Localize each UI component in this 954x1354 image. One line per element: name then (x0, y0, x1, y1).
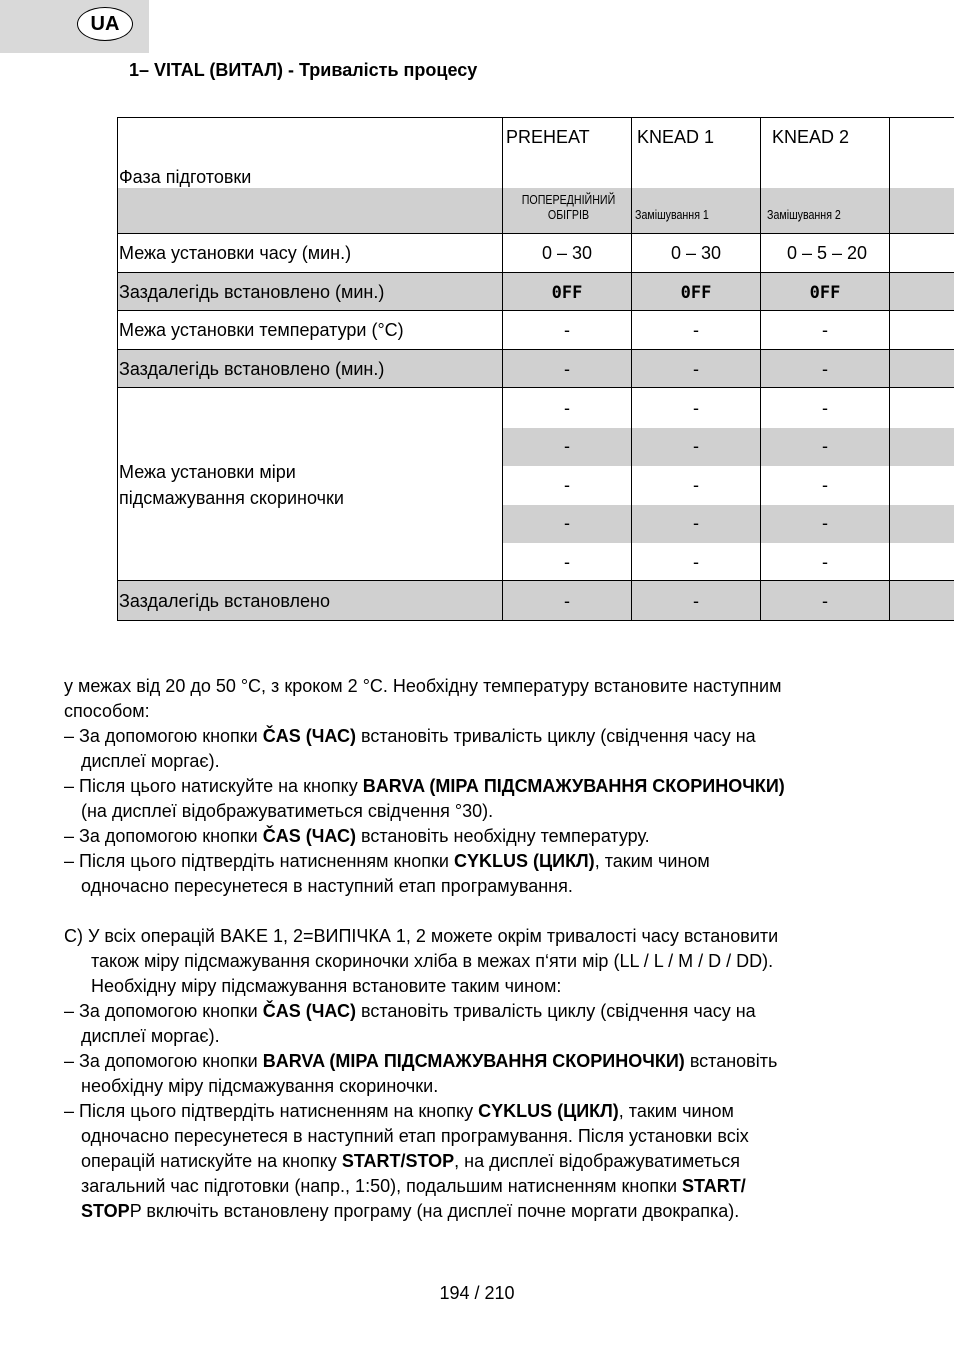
paragraph: способом: (64, 701, 150, 721)
bullet: – За допомогою кнопки ČAS (ЧАС) встановіть тривалість циклу (свідчення часу на (64, 1001, 756, 1021)
crust-value: - (693, 398, 699, 418)
crust-value: - (693, 552, 699, 572)
crust-value: - (822, 436, 828, 456)
bullet: – За допомогою кнопки BARVA (МІРА ПІДСМАЖУВАННЯ СКОРИНОЧКИ) встановіть (64, 1051, 778, 1071)
paragraph: C) У всіх операцій BAKE 1, 2=ВИПІЧКА 1, 2 можете окрім тривалості часу встановити (64, 926, 779, 946)
crust-value: - (564, 398, 570, 418)
row-value: - (693, 359, 699, 379)
row-value: 0 – 30 (670, 243, 722, 263)
bullet: – За допомогою кнопки ČAS (ЧАС) встановіть тривалість циклу (свідчення часу на (64, 726, 756, 746)
bullet-cont: дисплеї моргає). (81, 751, 220, 771)
row-label: Межа установки часу (мин.) (119, 243, 352, 263)
row-value: 0FF (680, 283, 712, 303)
crust-value: - (822, 513, 828, 533)
crust-value: - (564, 436, 570, 456)
crust-value: - (822, 552, 828, 572)
row-value: - (822, 320, 828, 340)
crust-label: підсмажування скориночки (119, 488, 344, 508)
bullet-cont: STOPP включіть встановлену програму (на дисплеї почне моргати двокрапка). (81, 1201, 740, 1221)
bullet: – Після цього підтвердіть натисненням кнопки CYKLUS (ЦИКЛ), таким чином (64, 851, 710, 871)
bullet: – Після цього підтвердіть натисненням на кнопку CYKLUS (ЦИКЛ), таким чином (64, 1101, 734, 1121)
row-value: 0FF (551, 283, 583, 303)
bullet-cont: операцій натискуйте на кнопку START/STOP, на дисплеї відображуватиметься (81, 1151, 741, 1171)
paragraph-cont: Необхідну міру підсмажування встановите таким чином: (91, 976, 562, 996)
crust-value: - (693, 436, 699, 456)
page-number: 194 / 210 (439, 1283, 515, 1303)
row-value: - (822, 359, 828, 379)
row-label: Заздалегідь встановлено (мин.) (119, 282, 385, 302)
column-header-en: PREHEAT (506, 127, 590, 147)
paragraph-cont: також міру підсмажування скориночки хліба в межах п‘яти мір (LL / L / M / D / DD). (91, 951, 774, 971)
row-value: 0FF (809, 283, 841, 303)
column-header-ua: Замішування 2 (767, 207, 841, 222)
column-header-ua: Замішування 1 (635, 207, 709, 222)
bullet: – Після цього натискуйте на кнопку BARVA (МІРА ПІДСМАЖУВАННЯ СКОРИНОЧКИ) (64, 776, 785, 796)
row-value: - (564, 320, 570, 340)
crust-value: - (564, 552, 570, 572)
bullet-cont: загальний час підготовки (напр., 1:50), подальшим натисненням кнопки START/ (81, 1176, 746, 1196)
column-header-en: KNEAD 1 (637, 127, 715, 147)
crust-value: - (822, 398, 828, 418)
paragraph: у межах від 20 до 50 °C, з кроком 2 °C. Необхідну температуру встановите наступним (64, 676, 782, 696)
program-table (117, 117, 954, 621)
row-value: - (822, 591, 828, 611)
bullet: – За допомогою кнопки ČAS (ЧАС) встановіть необхідну температуру. (64, 826, 650, 846)
row-value: - (564, 591, 570, 611)
row-label: Заздалегідь встановлено (мин.) (119, 359, 385, 379)
row-value: - (564, 359, 570, 379)
bullet-cont: дисплеї моргає). (81, 1026, 220, 1046)
row-value: 0 – 30 (541, 243, 593, 263)
row-value: - (693, 320, 699, 340)
crust-value: - (564, 475, 570, 495)
language-tab (0, 0, 149, 53)
row-label: Межа установки температури (°C) (119, 320, 404, 340)
phase-label: Фаза підготовки (119, 167, 252, 187)
column-header-ua: ПОПЕРЕДНІЙНИЙ ОБІГРІВ (521, 192, 616, 222)
instructions-text (64, 674, 904, 1224)
bullet-cont: одночасно пересунетеся в наступний етап програмування. (81, 876, 573, 896)
bullet-cont: необхідну міру підсмажування скориночки. (81, 1076, 439, 1096)
language-badge: UA (77, 7, 133, 41)
bullet-cont: одночасно пересунетеся в наступний етап програмування. Після установки всіх (81, 1126, 749, 1146)
crust-value: - (822, 475, 828, 495)
crust-value: - (693, 475, 699, 495)
row-value: - (693, 591, 699, 611)
crust-value: - (564, 513, 570, 533)
section-title: 1– VITAL (ВИТАЛ) - Тривалість процесу (129, 60, 478, 80)
crust-label: Межа установки міри (119, 462, 296, 482)
crust-value: - (693, 513, 699, 533)
bullet-cont: (на дисплеї відображуватиметься свідчення °30). (81, 801, 494, 821)
row-value: 0 – 5 – 20 (786, 243, 868, 263)
column-header-en: KNEAD 2 (772, 127, 850, 147)
row-label: Заздалегідь встановлено (119, 591, 330, 611)
